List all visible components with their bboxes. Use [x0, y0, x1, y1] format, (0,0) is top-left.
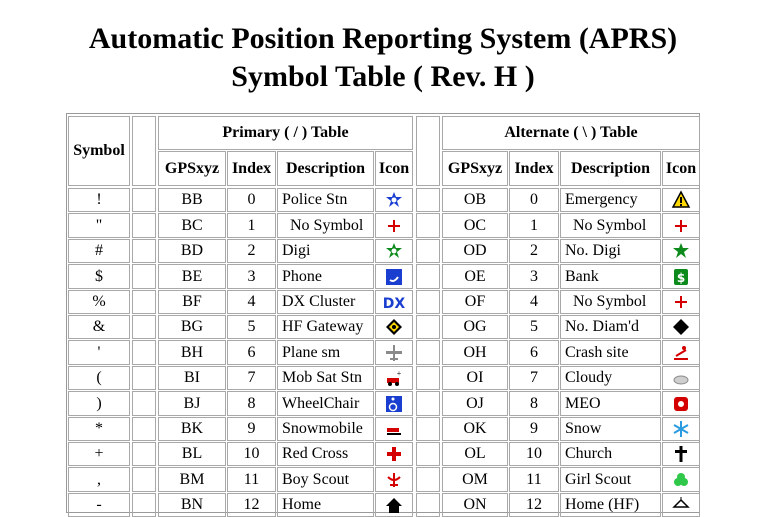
alternate-index-cell: 4: [509, 290, 559, 314]
svg-text:+: +: [396, 369, 402, 378]
primary-gps-cell: BD: [158, 239, 226, 263]
page-title-line-1: Automatic Position Reporting System (APRS): [88, 22, 678, 55]
primary-index-cell: 3: [227, 264, 276, 289]
primary-index-cell: 11: [227, 467, 276, 492]
primary-icon-cell: [375, 213, 413, 238]
column-spacer: [416, 116, 440, 186]
primary-gps-cell: BI: [158, 366, 226, 390]
primary-icon-cell: [375, 290, 413, 314]
alternate-icon-cell: [662, 340, 700, 365]
symbol-cell: (: [68, 366, 130, 390]
column-spacer: [416, 315, 440, 339]
column-spacer: [132, 417, 156, 441]
symbol-column-header: Symbol: [68, 116, 130, 186]
primary-gps-cell: BC: [158, 213, 226, 238]
symbol-cell: ": [68, 213, 130, 238]
symbol-cell: ': [68, 340, 130, 365]
meo-icon: [672, 395, 690, 413]
primary-description-cell: Boy Scout: [277, 467, 374, 492]
alternate-icon-cell: [662, 366, 700, 390]
alternate-description-cell: Church: [560, 442, 661, 466]
svg-text:DX: DX: [382, 296, 406, 312]
primary-description-cell: Snowmobile: [277, 417, 374, 441]
hf-gateway-icon: [385, 318, 403, 336]
cloudy-icon: [672, 369, 690, 387]
alternate-gps-cell: OI: [442, 366, 508, 390]
alternate-gps-header: GPSxyz: [442, 151, 508, 186]
primary-description-cell: Plane sm: [277, 340, 374, 365]
alternate-gps-cell: OK: [442, 417, 508, 441]
no-symbol-icon: [672, 217, 690, 235]
symbol-cell: ,: [68, 467, 130, 492]
mobile-satellite-icon: [385, 369, 403, 387]
primary-index-cell: 9: [227, 417, 276, 441]
alternate-icon-header: Icon: [662, 151, 700, 186]
alternate-gps-cell: ON: [442, 493, 508, 517]
alternate-icon-cell: [662, 315, 700, 339]
column-spacer: [132, 116, 156, 186]
alternate-index-cell: 12: [509, 493, 559, 517]
alternate-index-cell: 3: [509, 264, 559, 289]
primary-index-cell: 7: [227, 366, 276, 390]
primary-gps-cell: BF: [158, 290, 226, 314]
column-spacer: [132, 315, 156, 339]
primary-index-cell: 12: [227, 493, 276, 517]
primary-icon-cell: [375, 366, 413, 390]
alternate-description-cell: Snow: [560, 417, 661, 441]
primary-gps-cell: BJ: [158, 391, 226, 416]
alternate-index-cell: 6: [509, 340, 559, 365]
primary-icon-cell: [375, 239, 413, 263]
emergency-icon: [672, 191, 690, 209]
alternate-description-cell: No Symbol: [560, 213, 661, 238]
primary-gps-cell: BB: [158, 188, 226, 212]
column-spacer: [132, 264, 156, 289]
alternate-icon-cell: [662, 239, 700, 263]
primary-index-cell: 0: [227, 188, 276, 212]
plane-icon: [385, 344, 403, 362]
alternate-description-cell: No. Digi: [560, 239, 661, 263]
primary-icon-cell: [375, 340, 413, 365]
primary-description-cell: Police Stn: [277, 188, 374, 212]
column-spacer: [416, 493, 440, 517]
alternate-description-cell: Cloudy: [560, 366, 661, 390]
alternate-icon-cell: [662, 290, 700, 314]
column-spacer: [416, 239, 440, 263]
alternate-description-cell: MEO: [560, 391, 661, 416]
primary-icon-cell: [375, 493, 413, 517]
alternate-index-cell: 5: [509, 315, 559, 339]
column-spacer: [416, 417, 440, 441]
primary-description-header: Description: [277, 151, 374, 186]
alternate-gps-cell: OD: [442, 239, 508, 263]
primary-index-cell: 5: [227, 315, 276, 339]
symbol-cell: %: [68, 290, 130, 314]
no-symbol-icon: [672, 293, 690, 311]
primary-gps-cell: BH: [158, 340, 226, 365]
alternate-index-cell: 8: [509, 391, 559, 416]
home-icon: [385, 496, 403, 514]
church-icon: [672, 445, 690, 463]
bank-icon: [672, 268, 690, 286]
alternate-description-cell: Girl Scout: [560, 467, 661, 492]
column-spacer: [132, 340, 156, 365]
primary-gps-cell: BK: [158, 417, 226, 441]
primary-gps-header: GPSxyz: [158, 151, 226, 186]
column-spacer: [132, 391, 156, 416]
alternate-description-cell: No Symbol: [560, 290, 661, 314]
alternate-gps-cell: OL: [442, 442, 508, 466]
home-hf-icon: [672, 496, 690, 514]
page-title-line-2: Symbol Table ( Rev. H ): [231, 60, 535, 93]
column-spacer: [132, 442, 156, 466]
primary-index-cell: 1: [227, 213, 276, 238]
symbol-cell: $: [68, 264, 130, 289]
primary-gps-cell: BM: [158, 467, 226, 492]
primary-icon-cell: [375, 417, 413, 441]
primary-description-cell: HF Gateway: [277, 315, 374, 339]
primary-description-cell: WheelChair: [277, 391, 374, 416]
primary-gps-cell: BN: [158, 493, 226, 517]
no-digi-icon: [672, 242, 690, 260]
alternate-icon-cell: [662, 417, 700, 441]
alternate-description-cell: Emergency: [560, 188, 661, 212]
primary-index-cell: 6: [227, 340, 276, 365]
alternate-gps-cell: OG: [442, 315, 508, 339]
digi-icon: [385, 242, 403, 260]
column-spacer: [416, 264, 440, 289]
primary-icon-cell: [375, 188, 413, 212]
column-spacer: [416, 290, 440, 314]
primary-index-cell: 10: [227, 442, 276, 466]
primary-index-cell: 4: [227, 290, 276, 314]
primary-description-cell: Home: [277, 493, 374, 517]
police-icon: [385, 191, 403, 209]
symbol-cell: &: [68, 315, 130, 339]
primary-gps-cell: BL: [158, 442, 226, 466]
primary-icon-header: Icon: [375, 151, 413, 186]
primary-index-cell: 8: [227, 391, 276, 416]
column-spacer: [132, 467, 156, 492]
primary-icon-cell: [375, 442, 413, 466]
primary-table-title: Primary ( / ) Table: [158, 116, 413, 150]
column-spacer: [416, 467, 440, 492]
symbol-cell: !: [68, 188, 130, 212]
column-spacer: [416, 188, 440, 212]
symbol-cell: -: [68, 493, 130, 517]
alternate-gps-cell: OC: [442, 213, 508, 238]
alternate-icon-cell: [662, 188, 700, 212]
primary-icon-cell: [375, 391, 413, 416]
diamond-icon: [672, 318, 690, 336]
alternate-gps-cell: OJ: [442, 391, 508, 416]
column-spacer: [132, 366, 156, 390]
primary-description-cell: DX Cluster: [277, 290, 374, 314]
primary-description-cell: No Symbol: [277, 213, 374, 238]
column-spacer: [132, 239, 156, 263]
alternate-description-cell: Crash site: [560, 340, 661, 365]
column-spacer: [416, 442, 440, 466]
primary-icon-cell: [375, 264, 413, 289]
primary-icon-cell: [375, 315, 413, 339]
alternate-index-cell: 0: [509, 188, 559, 212]
dx-cluster-icon: [382, 293, 406, 312]
snowmobile-icon: [385, 420, 403, 438]
column-spacer: [132, 188, 156, 212]
symbol-cell: ): [68, 391, 130, 416]
alternate-gps-cell: OH: [442, 340, 508, 365]
alternate-gps-cell: OM: [442, 467, 508, 492]
alternate-index-cell: 11: [509, 467, 559, 492]
primary-index-header: Index: [227, 151, 276, 186]
alternate-gps-cell: OE: [442, 264, 508, 289]
alternate-description-cell: Home (HF): [560, 493, 661, 517]
alternate-index-cell: 9: [509, 417, 559, 441]
symbol-cell: #: [68, 239, 130, 263]
alternate-gps-cell: OF: [442, 290, 508, 314]
red-cross-icon: [385, 445, 403, 463]
alternate-gps-cell: OB: [442, 188, 508, 212]
column-spacer: [416, 391, 440, 416]
alternate-icon-cell: [662, 442, 700, 466]
alternate-table-title: Alternate ( \ ) Table: [442, 116, 700, 150]
primary-description-cell: Mob Sat Stn: [277, 366, 374, 390]
symbol-cell: +: [68, 442, 130, 466]
svg-text:$: $: [676, 270, 686, 285]
alternate-index-header: Index: [509, 151, 559, 186]
alternate-icon-cell: [662, 493, 700, 517]
alternate-description-cell: No. Diam'd: [560, 315, 661, 339]
phone-icon: [385, 268, 403, 286]
crash-site-icon: [672, 344, 690, 362]
no-symbol-icon: [385, 217, 403, 235]
alternate-index-cell: 7: [509, 366, 559, 390]
column-spacer: [132, 290, 156, 314]
alternate-icon-cell: [662, 391, 700, 416]
wheelchair-icon: [385, 395, 403, 413]
column-spacer: [132, 213, 156, 238]
boy-scout-icon: [385, 471, 403, 489]
column-spacer: [132, 493, 156, 517]
column-spacer: [416, 213, 440, 238]
alternate-description-cell: Bank: [560, 264, 661, 289]
alternate-index-cell: 10: [509, 442, 559, 466]
column-spacer: [416, 366, 440, 390]
primary-icon-cell: [375, 467, 413, 492]
column-spacer: [416, 340, 440, 365]
primary-gps-cell: BG: [158, 315, 226, 339]
primary-description-cell: Red Cross: [277, 442, 374, 466]
snow-icon: [672, 420, 690, 438]
primary-description-cell: Phone: [277, 264, 374, 289]
alternate-icon-cell: [662, 467, 700, 492]
primary-index-cell: 2: [227, 239, 276, 263]
alternate-icon-cell: [662, 213, 700, 238]
alternate-icon-cell: [662, 264, 700, 289]
primary-gps-cell: BE: [158, 264, 226, 289]
primary-description-cell: Digi: [277, 239, 374, 263]
girl-scout-icon: [672, 471, 690, 489]
symbol-cell: *: [68, 417, 130, 441]
alternate-index-cell: 2: [509, 239, 559, 263]
alternate-description-header: Description: [560, 151, 661, 186]
alternate-index-cell: 1: [509, 213, 559, 238]
